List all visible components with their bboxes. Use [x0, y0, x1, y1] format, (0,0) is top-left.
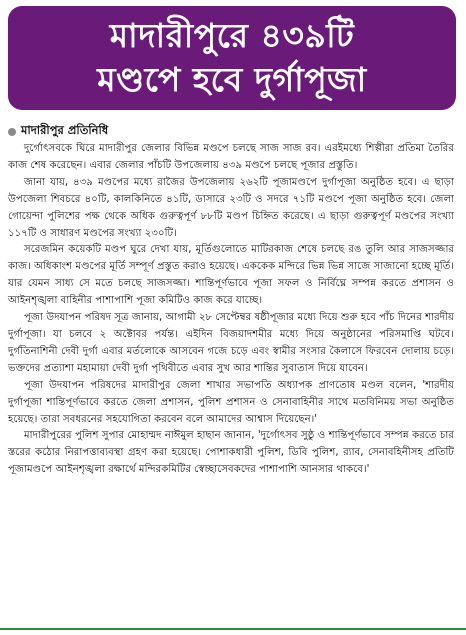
headline-banner	[8, 6, 456, 110]
bullet-dot-icon	[8, 128, 16, 136]
byline	[8, 122, 108, 141]
paragraph-6: মাদারীপুরের পুলিশ সুপার মোহাম্মদ নাঈমুল হাছান জানান, 'দুর্গোৎসব সুষ্ঠু ও শান্তিপূর্ণভাবে সম্পন্ন করতে চার স্তরের কঠোর নিরাপত্তাব্যবস্থা গ্রহণ করা হয়েছে। পোশাকধারী পুলিশ, ডিবি পুলিশ, র‌্যাব, সেনাবহিনীসহ প্রতিটি পূজামণ্ডপে আইনশৃঙ্খলা রক্ষার্থে মন্দিরকমিটির স্বেচ্ছাসেবকদের পাশাপাশি আনসার থাকবে।'	[8, 430, 454, 476]
paragraph-3: সরেজমিন কয়েকটি মণ্ডপ ঘুরে দেখা যায়, মূর্তিগুলোতে মাটিরকাজ শেষে চলছে রঙ তুলি আর সাজসজ্জার কাজ। অধিকাংশ মণ্ডপের মূর্তি সম্পূর্ণ প্রস্তুত করাও হয়েছে। এককেক মন্দিরে ভিন্ন ভিন্ন সাজে সাজানো হচ্ছে মূর্তি। যার যেমন সাধ্য সে মতে চলছে সাজসজ্জা। শান্তিপূর্ণভাবে পূজা সফল ও নির্বিঘ্নে সম্পন্ন করতে প্রশাসন ও আইনশৃঙ্খলা বাহিনীর পাশাপাশি পূজা কমিটিও কাজ করে যাচ্ছে।	[8, 244, 454, 307]
paragraph-1: দুর্গোৎসবকে ঘিরে মাদারীপুর জেলার বিভিন্ন মণ্ডপে চলছে সাজ সাজ রব। এরইমধ্যে শিল্পীরা প্রতিমা তৈরির কাজ শেষ করেছেন। এবার জেলার পাঁচটি উপজেলায় ৪৩৯ মণ্ডপে চলছে পূজার প্রস্তুতি।	[8, 143, 454, 171]
paragraph-4: পূজা উদযাপন পরিষদ সূত্র জানায়, আগামী ২৮ সেপ্টেম্বর ষষ্ঠীপূজার মধ্যে দিয়ে শুরু হবে পাঁচ দিনের শারদীয় দুর্গাপূজা। যা চলবে ২ অক্টোবর পর্যন্ত। এইদিন বিজয়াদশমীর মধ্যে দিয়ে অনুষ্ঠানের পরিসমাপ্তি ঘটবে। দুর্গতিনাশিনী দেবী দুর্গা এবার মর্তলোকে আসবেন গজে চড়ে এবং স্বামীর সংসার কৈলাসে ফিরবেন দোলায় চড়ে। ভক্তদের প্রত্যাশা মহামায়া দেবী দুর্গা পৃথিবীতে এবার সুখ আর শান্তির সুবাতাস দিয়ে যাবেন।	[8, 312, 454, 374]
bottom-divider	[0, 628, 466, 630]
paragraph-5: পূজা উদযাপন পরিষদের মাদারীপুর জেলা শাখার সভাপতি অধ্যাপক প্রাণতোষ মণ্ডল বলেন, 'শারদীয় দুর্গাপূজা শান্তিপূর্ণভাবে করতে জেলা প্রশাসন, পুলিশ প্রশাসন ও সেনাবাহিনীর সাথে মতবিনিময় সভা অনুষ্ঠিত হয়েছে। তারা সবধরনের সহযোগিতা করবেন বলে আমাদের আশ্বাস দিয়েছেন।'	[8, 379, 454, 425]
headline-line-2: মণ্ডপে হবে দুর্গাপূজা	[97, 60, 367, 99]
paragraph-2: জানা যায়, ৪৩৯ মণ্ডপের মধ্যে রাজৈর উপজেলায় ২৬২টি পূজামণ্ডপে দুর্গাপূজা অনুষ্ঠিত হবে। এ ছাড়া উপজেলা শিবচরে ৪০টি, কালকিনিতে ৪১টি, ডাসারে ২৩টি ও সদরে ৭১টি মণ্ডপে পূজা অনুষ্ঠিত হবে। জেলা গোয়েন্দা পুলিশের পক্ষ থেকে অধিক গুরুত্বপূর্ণ ৮৮টি মণ্ডপ চিহ্নিত করেছে। এ ছাড়া গুরুত্বপূর্ণ মণ্ডপের সংখ্যা ১১৭টি ও সাধারণ মণ্ডপের সংখ্যা ২৩০টি।	[8, 176, 454, 239]
article-body	[8, 141, 454, 479]
byline-text: মাদারীপুর প্রতিনিধি	[21, 123, 109, 137]
headline-line-1: মাদারীপুরে ৪৩৯টি	[109, 16, 355, 55]
